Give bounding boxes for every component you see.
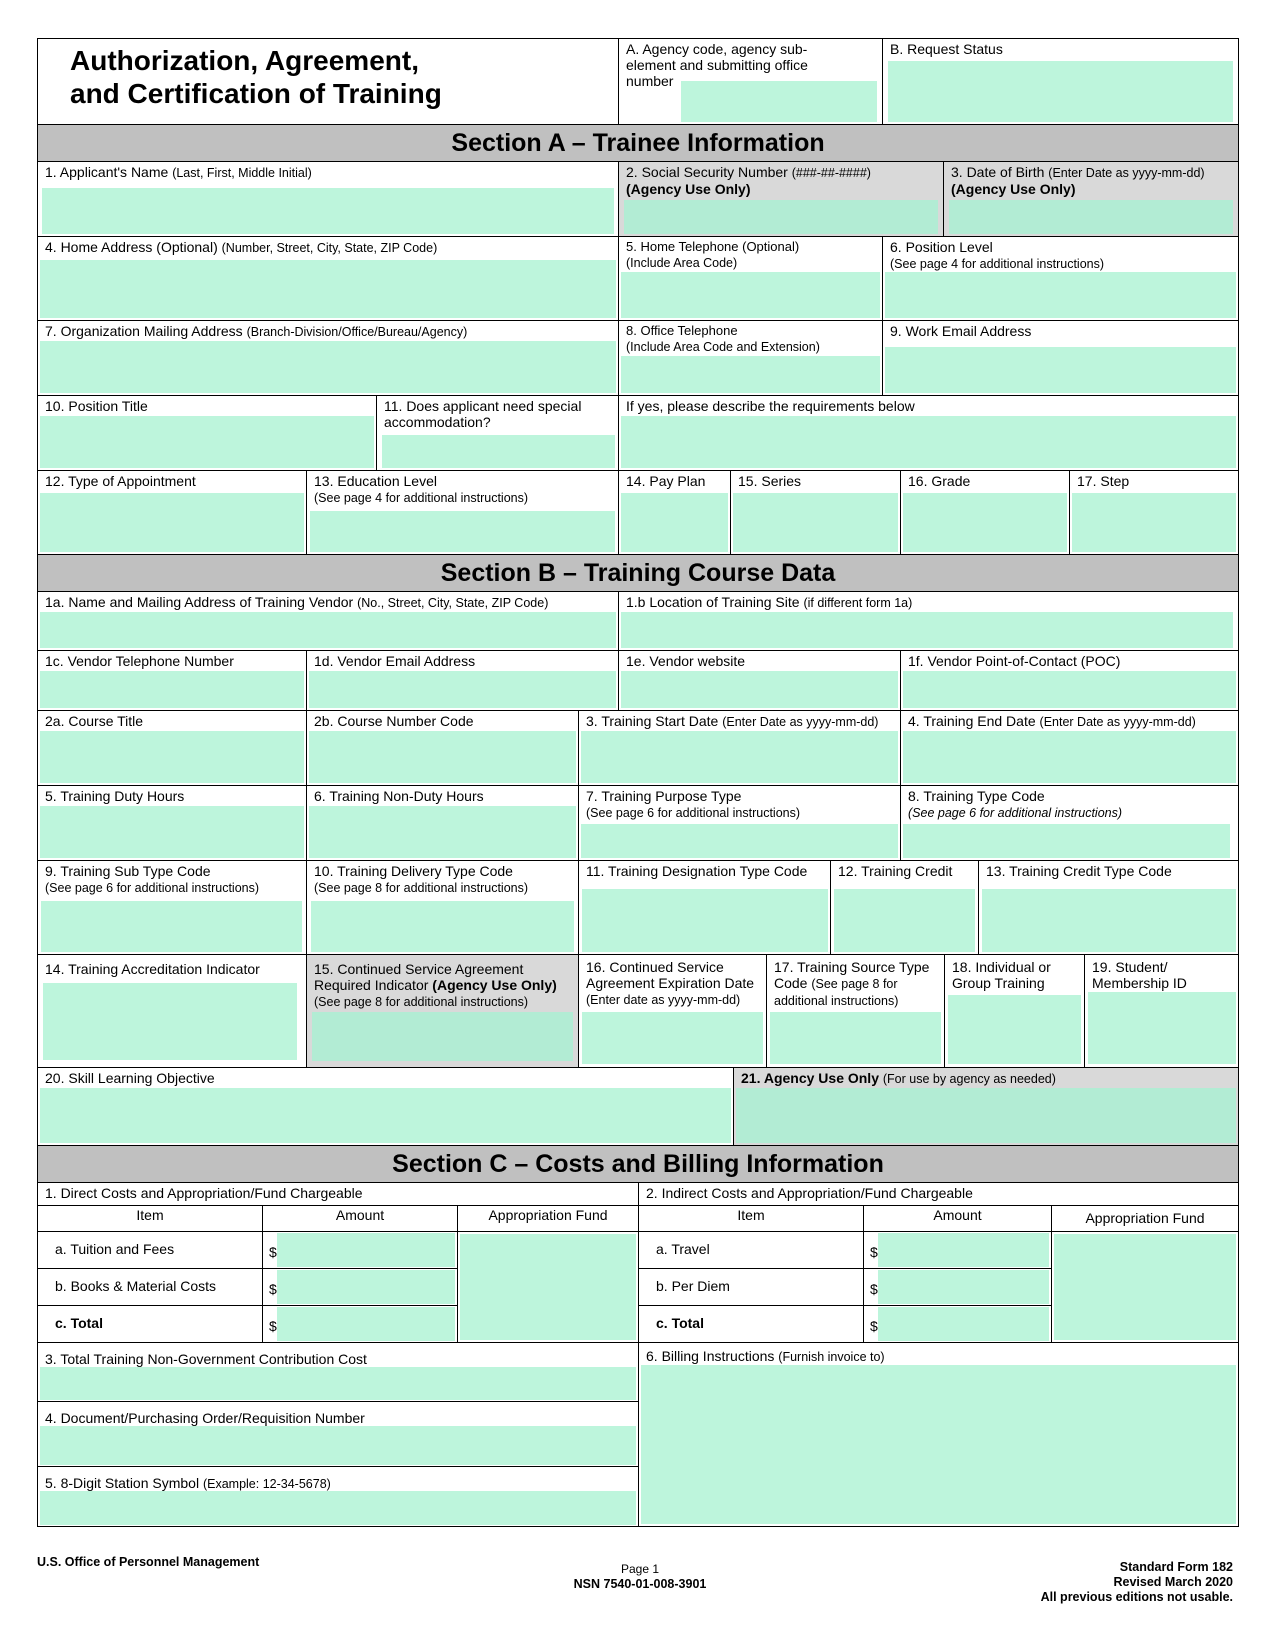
direct-col-item: Item xyxy=(37,1205,263,1232)
training-type-code-field[interactable] xyxy=(903,824,1230,858)
delivery-type-field[interactable] xyxy=(311,901,574,952)
direct-costs-heading: 1. Direct Costs and Appropriation/Fund Chargeable xyxy=(37,1182,639,1206)
indirect-fund-field[interactable] xyxy=(1054,1234,1236,1340)
indirect-row-travel: a. Travel xyxy=(638,1231,864,1269)
position-title-cell: 10. Position Title xyxy=(37,395,377,471)
non-duty-hours-cell: 6. Training Non-Duty Hours xyxy=(306,785,579,861)
student-membership-id-field[interactable] xyxy=(1088,992,1236,1064)
footer-editions: All previous editions not usable. xyxy=(1040,1590,1233,1604)
office-telephone-cell: 8. Office Telephone (Include Area Code and Extension) xyxy=(618,320,883,396)
indirect-costs-heading: 2. Indirect Costs and Appropriation/Fund Chargeable xyxy=(638,1182,1239,1206)
org-mailing-address-cell: 7. Organization Mailing Address (Branch-Division/Office/Bureau/Agency) xyxy=(37,320,619,396)
work-email-field[interactable] xyxy=(885,347,1236,393)
training-site-location-cell: 1.b Location of Training Site (if different form 1a) xyxy=(618,591,1239,651)
request-status-cell: B. Request Status xyxy=(882,38,1239,125)
vendor-telephone-field[interactable] xyxy=(40,671,304,708)
vendor-name-address-field[interactable] xyxy=(40,612,616,648)
direct-books-amount-cell: $ xyxy=(262,1268,458,1306)
series-cell: 15. Series xyxy=(730,470,901,555)
direct-row-books: b. Books & Material Costs xyxy=(37,1268,263,1306)
footer-nsn: NSN 7540-01-008-3901 xyxy=(573,1577,707,1591)
training-sub-type-cell: 9. Training Sub Type Code (See page 6 for additional instructions) xyxy=(37,860,307,955)
course-number-field[interactable] xyxy=(309,731,576,783)
training-site-location-field[interactable] xyxy=(621,612,1233,648)
date-of-birth-cell: 3. Date of Birth (Enter Date as yyyy-mm-dd) (Agency Use Only) xyxy=(943,161,1239,237)
accreditation-indicator-field[interactable] xyxy=(43,983,297,1060)
vendor-website-cell: 1e. Vendor website xyxy=(618,650,901,711)
ssn-field[interactable] xyxy=(624,200,938,234)
education-level-field[interactable] xyxy=(310,511,615,552)
skill-objective-field[interactable] xyxy=(40,1088,731,1143)
billing-instructions-cell: 6. Billing Instructions (Furnish invoice to) xyxy=(638,1342,1239,1527)
course-title-field[interactable] xyxy=(40,731,304,783)
indirect-col-fund: Appropriation Fund xyxy=(1051,1205,1239,1232)
date-of-birth-field[interactable] xyxy=(949,200,1233,234)
training-end-date-field[interactable] xyxy=(903,731,1236,783)
direct-total-amount-cell: $ xyxy=(262,1305,458,1343)
org-mailing-address-field[interactable] xyxy=(40,341,616,393)
station-symbol-field[interactable] xyxy=(40,1491,636,1525)
indirect-col-item: Item xyxy=(638,1205,864,1232)
agency-code-field[interactable] xyxy=(681,81,877,122)
individual-group-cell: 18. Individual or Group Training xyxy=(944,954,1085,1068)
training-credit-cell: 12. Training Credit xyxy=(830,860,979,955)
vendor-poc-cell: 1f. Vendor Point-of-Contact (POC) xyxy=(900,650,1239,711)
station-symbol-cell: 5. 8-Digit Station Symbol (Example: 12-34-5678) xyxy=(37,1466,639,1527)
form-title-box xyxy=(37,38,619,125)
document-po-number-cell: 4. Document/Purchasing Order/Requisition Number xyxy=(37,1401,639,1467)
agency-use-only-cell: 21. Agency Use Only (For use by agency as needed) xyxy=(733,1067,1239,1146)
training-purpose-type-field[interactable] xyxy=(581,824,898,858)
agency-code-cell: A. Agency code, agency sub-element and submitting office number xyxy=(618,38,883,125)
delivery-type-cell: 10. Training Delivery Type Code (See page 8 for additional instructions) xyxy=(306,860,579,955)
training-end-date-cell: 4. Training End Date (Enter Date as yyyy-mm-dd) xyxy=(900,710,1239,786)
home-address-field[interactable] xyxy=(40,260,616,318)
indirect-row-per-diem: b. Per Diem xyxy=(638,1268,864,1306)
csa-expiration-cell: 16. Continued Service Agreement Expiration Date (Enter date as yyyy-mm-dd) xyxy=(578,954,767,1068)
credit-type-code-field[interactable] xyxy=(982,889,1236,952)
duty-hours-field[interactable] xyxy=(40,806,304,858)
pay-plan-field[interactable] xyxy=(621,493,728,552)
special-accommodation-field[interactable] xyxy=(382,435,615,468)
csa-required-field[interactable] xyxy=(312,1012,573,1061)
indirect-travel-amount-field[interactable] xyxy=(878,1233,1049,1267)
credit-type-code-cell: 13. Training Credit Type Code xyxy=(978,860,1239,955)
step-field[interactable] xyxy=(1072,493,1236,552)
indirect-row-total: c. Total xyxy=(638,1305,864,1343)
vendor-email-field[interactable] xyxy=(309,671,616,708)
direct-col-fund: Appropriation Fund xyxy=(457,1205,639,1232)
special-accommodation-cell: 11. Does applicant need special accommodation? xyxy=(376,395,619,471)
section-c-title: Section C – Costs and Billing Information xyxy=(37,1145,1239,1183)
accommodation-requirements-field[interactable] xyxy=(621,416,1236,468)
indirect-total-amount-field[interactable] xyxy=(878,1307,1049,1341)
non-gov-contribution-cell: 3. Total Training Non-Government Contribution Cost xyxy=(37,1342,639,1402)
section-a-title: Section A – Trainee Information xyxy=(37,124,1239,162)
direct-fund-cell xyxy=(457,1231,639,1343)
non-gov-contribution-field[interactable] xyxy=(40,1367,636,1400)
accommodation-requirements-cell: If yes, please describe the requirements below xyxy=(618,395,1239,471)
home-telephone-cell: 5. Home Telephone (Optional) (Include Area Code) xyxy=(618,236,883,321)
training-start-date-cell: 3. Training Start Date (Enter Date as yyyy-mm-dd) xyxy=(578,710,901,786)
designation-type-cell: 11. Training Designation Type Code xyxy=(578,860,831,955)
request-status-field[interactable] xyxy=(888,61,1233,122)
individual-group-field[interactable] xyxy=(948,995,1081,1064)
course-number-cell: 2b. Course Number Code xyxy=(306,710,579,786)
ssn-cell: 2. Social Security Number (###-##-####) (Agency Use Only) xyxy=(618,161,944,237)
vendor-email-cell: 1d. Vendor Email Address xyxy=(306,650,619,711)
grade-cell: 16. Grade xyxy=(900,470,1070,555)
vendor-name-address-cell: 1a. Name and Mailing Address of Training Vendor (No., Street, City, State, ZIP Code) xyxy=(37,591,619,651)
training-source-type-cell: 17. Training Source Type Code (See page 8 for additional instructions) xyxy=(766,954,945,1068)
course-title-cell: 2a. Course Title xyxy=(37,710,307,786)
step-cell: 17. Step xyxy=(1069,470,1239,555)
student-membership-id-cell: 19. Student/ Membership ID xyxy=(1084,954,1239,1068)
agency-use-only-field[interactable] xyxy=(736,1088,1236,1143)
training-type-code-cell: 8. Training Type Code (See page 6 for additional instructions) xyxy=(900,785,1239,861)
direct-tuition-amount-cell: $ xyxy=(262,1231,458,1269)
indirect-fund-cell xyxy=(1051,1231,1239,1343)
training-credit-field[interactable] xyxy=(834,889,975,952)
indirect-col-amount: Amount xyxy=(863,1205,1052,1232)
direct-row-total: c. Total xyxy=(37,1305,263,1343)
office-telephone-field[interactable] xyxy=(621,356,880,393)
applicant-name-field[interactable] xyxy=(42,188,614,234)
direct-row-tuition: a. Tuition and Fees xyxy=(37,1231,263,1269)
footer-page-number: Page 1 xyxy=(620,1562,660,1576)
direct-fund-field[interactable] xyxy=(460,1234,636,1340)
footer-agency: U.S. Office of Personnel Management xyxy=(37,1555,260,1569)
duty-hours-cell: 5. Training Duty Hours xyxy=(37,785,307,861)
footer-form-info xyxy=(980,1560,1233,1605)
document-po-number-field[interactable] xyxy=(40,1426,636,1465)
direct-tuition-amount-field[interactable] xyxy=(277,1233,455,1267)
series-field[interactable] xyxy=(733,493,898,552)
section-b-title: Section B – Training Course Data xyxy=(37,554,1239,592)
pay-plan-cell: 14. Pay Plan xyxy=(618,470,731,555)
position-level-field[interactable] xyxy=(885,272,1236,318)
applicant-name-cell: 1. Applicant's Name (Last, First, Middle Initial) xyxy=(37,161,619,237)
work-email-cell: 9. Work Email Address xyxy=(882,320,1239,396)
education-level-cell: 13. Education Level (See page 4 for additional instructions) xyxy=(306,470,619,555)
appointment-type-cell: 12. Type of Appointment xyxy=(37,470,307,555)
vendor-poc-field[interactable] xyxy=(903,671,1236,708)
home-telephone-field[interactable] xyxy=(621,272,880,318)
indirect-total-amount-cell: $ xyxy=(863,1305,1052,1343)
skill-objective-cell: 20. Skill Learning Objective xyxy=(37,1067,734,1146)
non-duty-hours-field[interactable] xyxy=(309,806,576,858)
training-sub-type-field[interactable] xyxy=(41,901,302,952)
training-purpose-type-cell: 7. Training Purpose Type (See page 6 for additional instructions) xyxy=(578,785,901,861)
footer-revised: Revised March 2020 xyxy=(1113,1575,1233,1589)
appointment-type-field[interactable] xyxy=(40,493,304,552)
direct-books-amount-field[interactable] xyxy=(277,1270,455,1304)
billing-instructions-field[interactable] xyxy=(641,1365,1236,1524)
csa-required-cell: 15. Continued Service Agreement Required Indicator (Agency Use Only) (See page 8 for additional instructions) xyxy=(306,954,579,1068)
form-title: Authorization, Agreement, and Certification of Training xyxy=(70,45,442,109)
position-level-cell: 6. Position Level (See page 4 for additional instructions) xyxy=(882,236,1239,321)
accreditation-indicator-cell: 14. Training Accreditation Indicator xyxy=(37,954,307,1068)
footer-form-number: Standard Form 182 xyxy=(1119,1560,1233,1574)
training-start-date-field[interactable] xyxy=(581,731,898,783)
vendor-website-field[interactable] xyxy=(621,671,898,708)
indirect-per-diem-amount-field[interactable] xyxy=(878,1270,1049,1304)
indirect-travel-amount-cell: $ xyxy=(863,1231,1052,1269)
training-source-type-field[interactable] xyxy=(770,1012,941,1064)
direct-total-amount-field[interactable] xyxy=(277,1307,455,1341)
direct-col-amount: Amount xyxy=(262,1205,458,1232)
position-title-field[interactable] xyxy=(40,416,374,468)
vendor-telephone-cell: 1c. Vendor Telephone Number xyxy=(37,650,307,711)
csa-expiration-field[interactable] xyxy=(582,1012,763,1064)
designation-type-field[interactable] xyxy=(582,889,828,952)
grade-field[interactable] xyxy=(903,493,1067,552)
footer-page-block xyxy=(560,1562,720,1592)
home-address-cell: 4. Home Address (Optional) (Number, Street, City, State, ZIP Code) xyxy=(37,236,619,321)
indirect-per-diem-amount-cell: $ xyxy=(863,1268,1052,1306)
